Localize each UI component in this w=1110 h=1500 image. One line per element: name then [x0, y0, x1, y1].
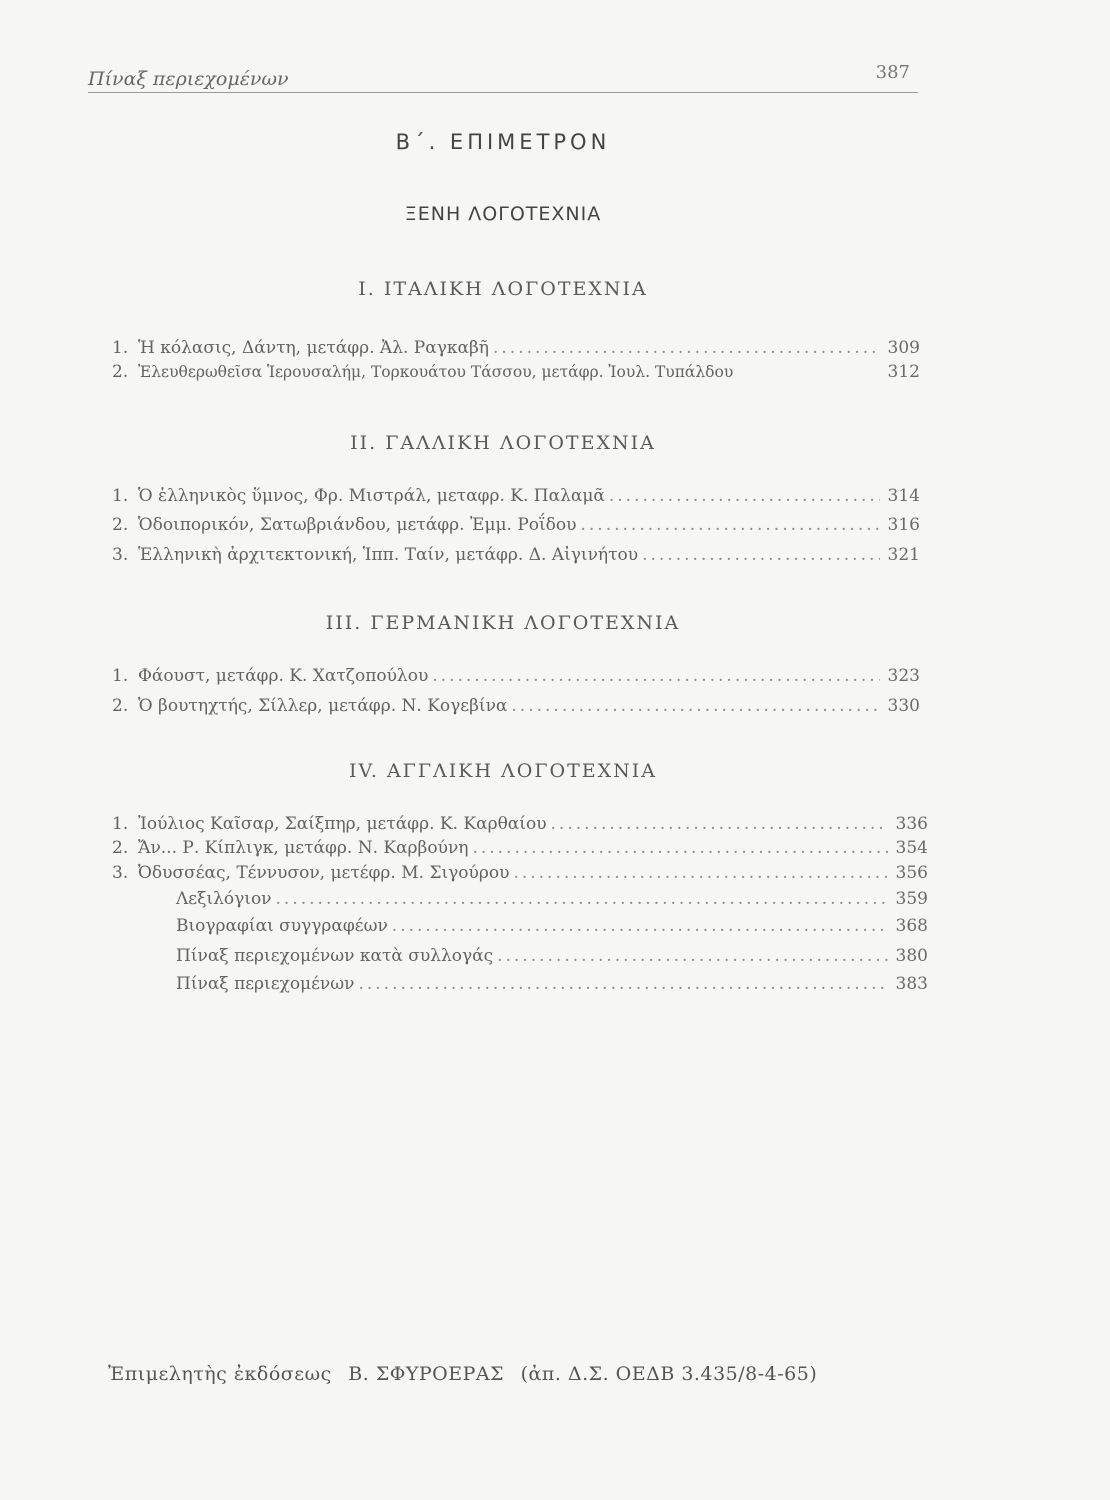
entry-title: Ἡ κόλασις, Δάντη, μετάφρ. Ἀλ. Ραγκαβῆ: [138, 338, 489, 358]
back-matter-entry: [176, 889, 928, 913]
entry-page: 314: [887, 486, 920, 506]
back-matter-entry: [176, 974, 928, 998]
toc-entry: [112, 486, 920, 510]
back-matter-entry: [176, 946, 928, 970]
page-number: 387: [875, 62, 910, 83]
entry-page: 336: [895, 814, 928, 834]
entry-title: Πίναξ περιεχομένων κατὰ συλλογάς: [176, 946, 494, 966]
part-heading-french: ΙΙ. ΓΑΛΛΙΚΗ ΛΟΓΟΤΕΧΝΙΑ: [350, 432, 656, 454]
toc-entry: [112, 338, 920, 362]
entry-title: Βιογραφίαι συγγραφέων: [176, 916, 388, 936]
toc-entry: [112, 696, 920, 720]
entry-number: 1.: [112, 814, 129, 834]
toc-entry: [112, 362, 920, 386]
imprint-approval: (ἀπ. Δ.Σ. ΟΕΔΒ 3.435/8-4-65): [520, 1363, 818, 1385]
imprint-line: [108, 1363, 948, 1385]
dot-leader: [432, 666, 880, 686]
entry-title: Ἐλευθερωθεῖσα Ἱερουσαλήμ, Τορκουάτου Τάσσου, μετάφρ. Ἰουλ. Τυπάλδου: [138, 363, 734, 381]
entry-title: Ἑλληνικὴ ἀρχιτεκτονική, Ἱππ. Ταίν, μετάφρ. Δ. Αἰγινήτου: [138, 545, 639, 565]
toc-entry: [112, 814, 928, 838]
dot-leader: [609, 486, 880, 506]
dot-leader: [493, 338, 880, 358]
toc-entry: [112, 863, 928, 887]
dot-leader: [497, 946, 888, 966]
entry-number: 3.: [112, 863, 129, 883]
entry-page: 359: [895, 889, 928, 909]
toc-entry: [112, 666, 920, 690]
back-matter-entry: [176, 916, 928, 940]
entry-page: 323: [887, 666, 920, 686]
entry-number: 1.: [112, 338, 129, 358]
supplement-title: Β΄. ΕΠΙΜΕΤΡΟΝ: [395, 130, 611, 154]
dot-leader: [513, 863, 888, 883]
dot-leader: [472, 838, 888, 858]
dot-leader: [551, 814, 888, 834]
entry-page: 309: [887, 338, 920, 358]
entry-number: 1.: [112, 486, 129, 506]
section-title: ΞΕΝΗ ΛΟΓΟΤΕΧΝΙΑ: [404, 203, 602, 225]
entry-title: Ὀδυσσέας, Τέννυσον, μετέφρ. Μ. Σιγούρου: [138, 863, 510, 883]
toc-entry: [112, 545, 920, 569]
dot-leader: [581, 515, 881, 535]
imprint-label: Ἐπιμελητὴς ἐκδόσεως: [108, 1363, 332, 1385]
dot-leader: [511, 696, 880, 716]
entry-title: Ὁ βουτηχτής, Σίλλερ, μετάφρ. Ν. Κογεβίνα: [138, 696, 508, 716]
dot-leader: [276, 889, 888, 909]
entry-number: 2.: [112, 362, 129, 382]
toc-entry: [112, 838, 928, 862]
running-head: [88, 62, 918, 93]
entry-title: Πίναξ περιεχομένων: [176, 974, 355, 994]
entry-number: 2.: [112, 515, 129, 535]
dot-leader: [642, 545, 880, 565]
part-heading-german: ΙΙΙ. ΓΕΡΜΑΝΙΚΗ ΛΟΓΟΤΕΧΝΙΑ: [325, 612, 681, 634]
entry-page: 368: [895, 916, 928, 936]
entry-page: 321: [887, 545, 920, 565]
dot-leader: [392, 916, 888, 936]
entry-page: 380: [895, 946, 928, 966]
entry-number: 1.: [112, 666, 129, 686]
entry-page: 354: [895, 838, 928, 858]
imprint-editor: Β. ΣΦΥΡΟΕΡΑΣ: [348, 1363, 505, 1385]
entry-title: Ὁδοιπορικόν, Σατωβριάνδου, μετάφρ. Ἐμμ. Ροΐδου: [138, 515, 577, 535]
toc-entry: [112, 515, 920, 539]
entry-number: 2.: [112, 696, 129, 716]
entry-page: 330: [887, 696, 920, 716]
entry-page: 383: [895, 974, 928, 994]
entry-page: 312: [887, 362, 920, 382]
entry-title: Ἰούλιος Καῖσαρ, Σαίξπηρ, μετάφρ. Κ. Καρθαίου: [138, 814, 547, 834]
running-head-title: Πίναξ περιεχομένων: [88, 68, 289, 90]
part-heading-english: ΙV. ΑΓΓΛΙΚΗ ΛΟΓΟΤΕΧΝΙΑ: [348, 760, 658, 782]
entry-number: 3.: [112, 545, 129, 565]
entry-number: 2.: [112, 838, 129, 858]
entry-title: Φάουστ, μετάφρ. Κ. Χατζοπούλου: [138, 666, 429, 686]
entry-title: Λεξιλόγιον: [176, 889, 272, 909]
entry-page: 316: [887, 515, 920, 535]
part-heading-italian: Ι. ΙΤΑΛΙΚΗ ΛΟΓΟΤΕΧΝΙΑ: [358, 278, 648, 300]
dot-leader: [358, 974, 888, 994]
entry-title: Ὁ ἑλληνικὸς ὕμνος, Φρ. Μιστράλ, μεταφρ. Κ. Παλαμᾶ: [138, 486, 605, 506]
entry-page: 356: [895, 863, 928, 883]
entry-title: Ἄν... Ρ. Κίπλιγκ, μετάφρ. Ν. Καρβούνη: [138, 838, 469, 858]
